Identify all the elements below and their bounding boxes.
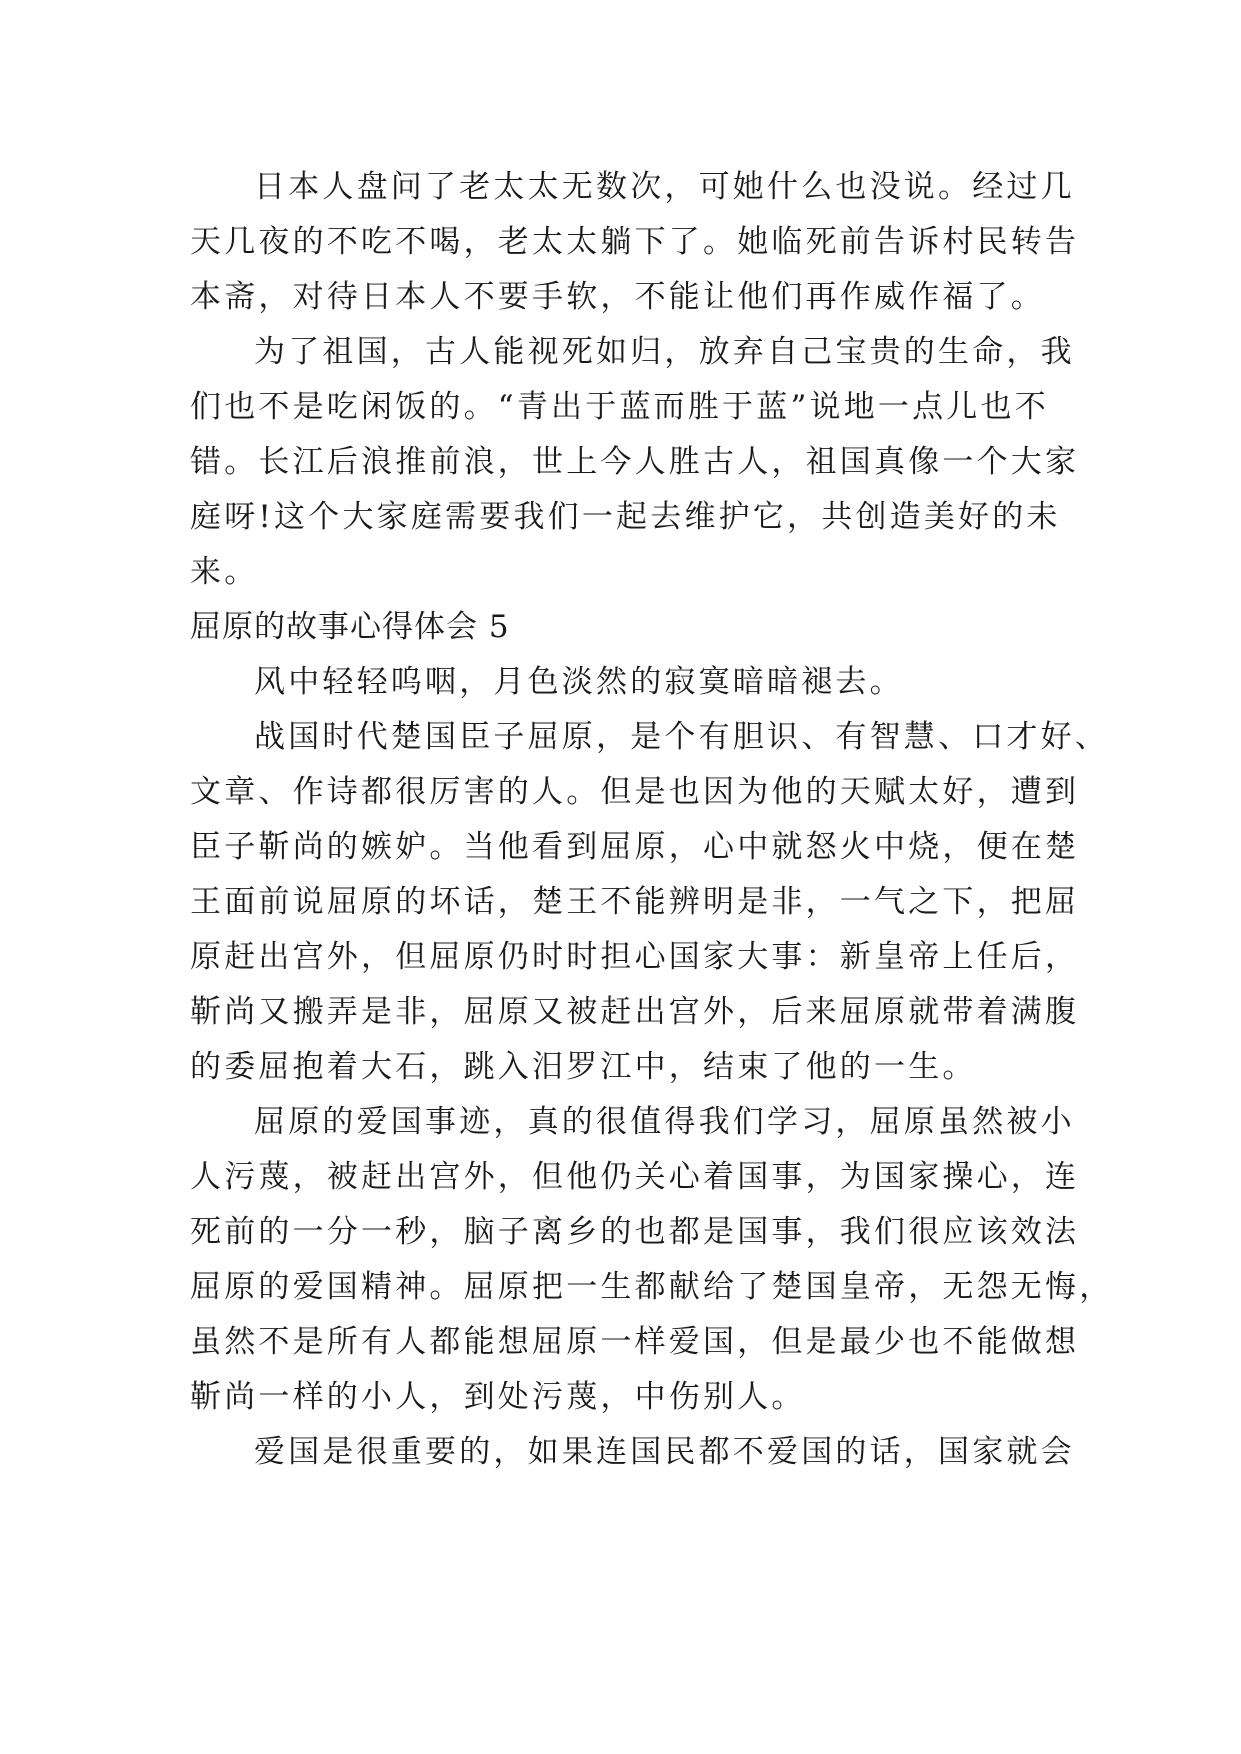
paragraph-line: 靳尚一样的小人，到处污蔑，中伤别人。 — [190, 1379, 806, 1415]
paragraph-line: 文章、作诗都很厉害的人。但是也因为他的天赋太好，遭到 — [190, 774, 1080, 810]
paragraph-line: 来。 — [190, 554, 259, 590]
paragraph-line: 人污蔑，被赶出宫外，但他仍关心着国事，为国家操心，连 — [190, 1159, 1080, 1195]
paragraph-line: 虽然不是所有人都能想屈原一样爱国，但是最少也不能做想 — [190, 1324, 1080, 1360]
paragraph-line: 日本人盘问了老太太无数次，可她什么也没说。经过几 — [254, 169, 1075, 205]
paragraph-line: 们也不是吃闲饭的。“青出于蓝而胜于蓝”说地一点儿也不 — [190, 389, 1049, 425]
paragraph-line: 靳尚又搬弄是非，屈原又被赶出宫外，后来屈原就带着满腹 — [190, 994, 1080, 1030]
paragraph-line: 为了祖国，古人能视死如归，放弃自己宝贵的生命，我 — [254, 334, 1075, 370]
paragraph-line: 王面前说屈原的坏话，楚王不能辨明是非，一气之下，把屈 — [190, 884, 1080, 920]
paragraph-line: 屈原的爱国精神。屈原把一生都献给了楚国皇帝，无怨无悔， — [190, 1269, 1114, 1305]
paragraph-line: 原赶出宫外，但屈原仍时时担心国家大事：新皇帝上任后， — [190, 939, 1080, 975]
paragraph-line: 错。长江后浪推前浪，世上今人胜古人，祖国真像一个大家 — [190, 444, 1080, 480]
paragraph-line: 风中轻轻呜咽，月色淡然的寂寞暗暗褪去。 — [254, 664, 904, 700]
section-heading: 屈原的故事心得体会 5 — [190, 609, 510, 645]
paragraph-line: 战国时代楚国臣子屈原，是个有胆识、有智慧、口才好、 — [254, 719, 1109, 755]
paragraph-line: 的委屈抱着大石，跳入汨罗江中，结束了他的一生。 — [190, 1049, 977, 1085]
paragraph-line: 爱国是很重要的，如果连国民都不爱国的话，国家就会 — [254, 1434, 1075, 1470]
paragraph-line: 死前的一分一秒，脑子离乡的也都是国事，我们很应该效法 — [190, 1214, 1080, 1250]
paragraph-line: 屈原的爱国事迹，真的很值得我们学习，屈原虽然被小 — [254, 1104, 1075, 1140]
paragraph-line: 本斋，对待日本人不要手软，不能让他们再作威作福了。 — [190, 279, 1045, 315]
paragraph-line: 庭呀!这个大家庭需要我们一起去维护它，共创造美好的未 — [190, 499, 1061, 535]
paragraph-line: 天几夜的不吃不喝，老太太躺下了。她临死前告诉村民转告 — [190, 224, 1080, 260]
paragraph-line: 臣子靳尚的嫉妒。当他看到屈原，心中就怒火中烧，便在楚 — [190, 829, 1080, 865]
